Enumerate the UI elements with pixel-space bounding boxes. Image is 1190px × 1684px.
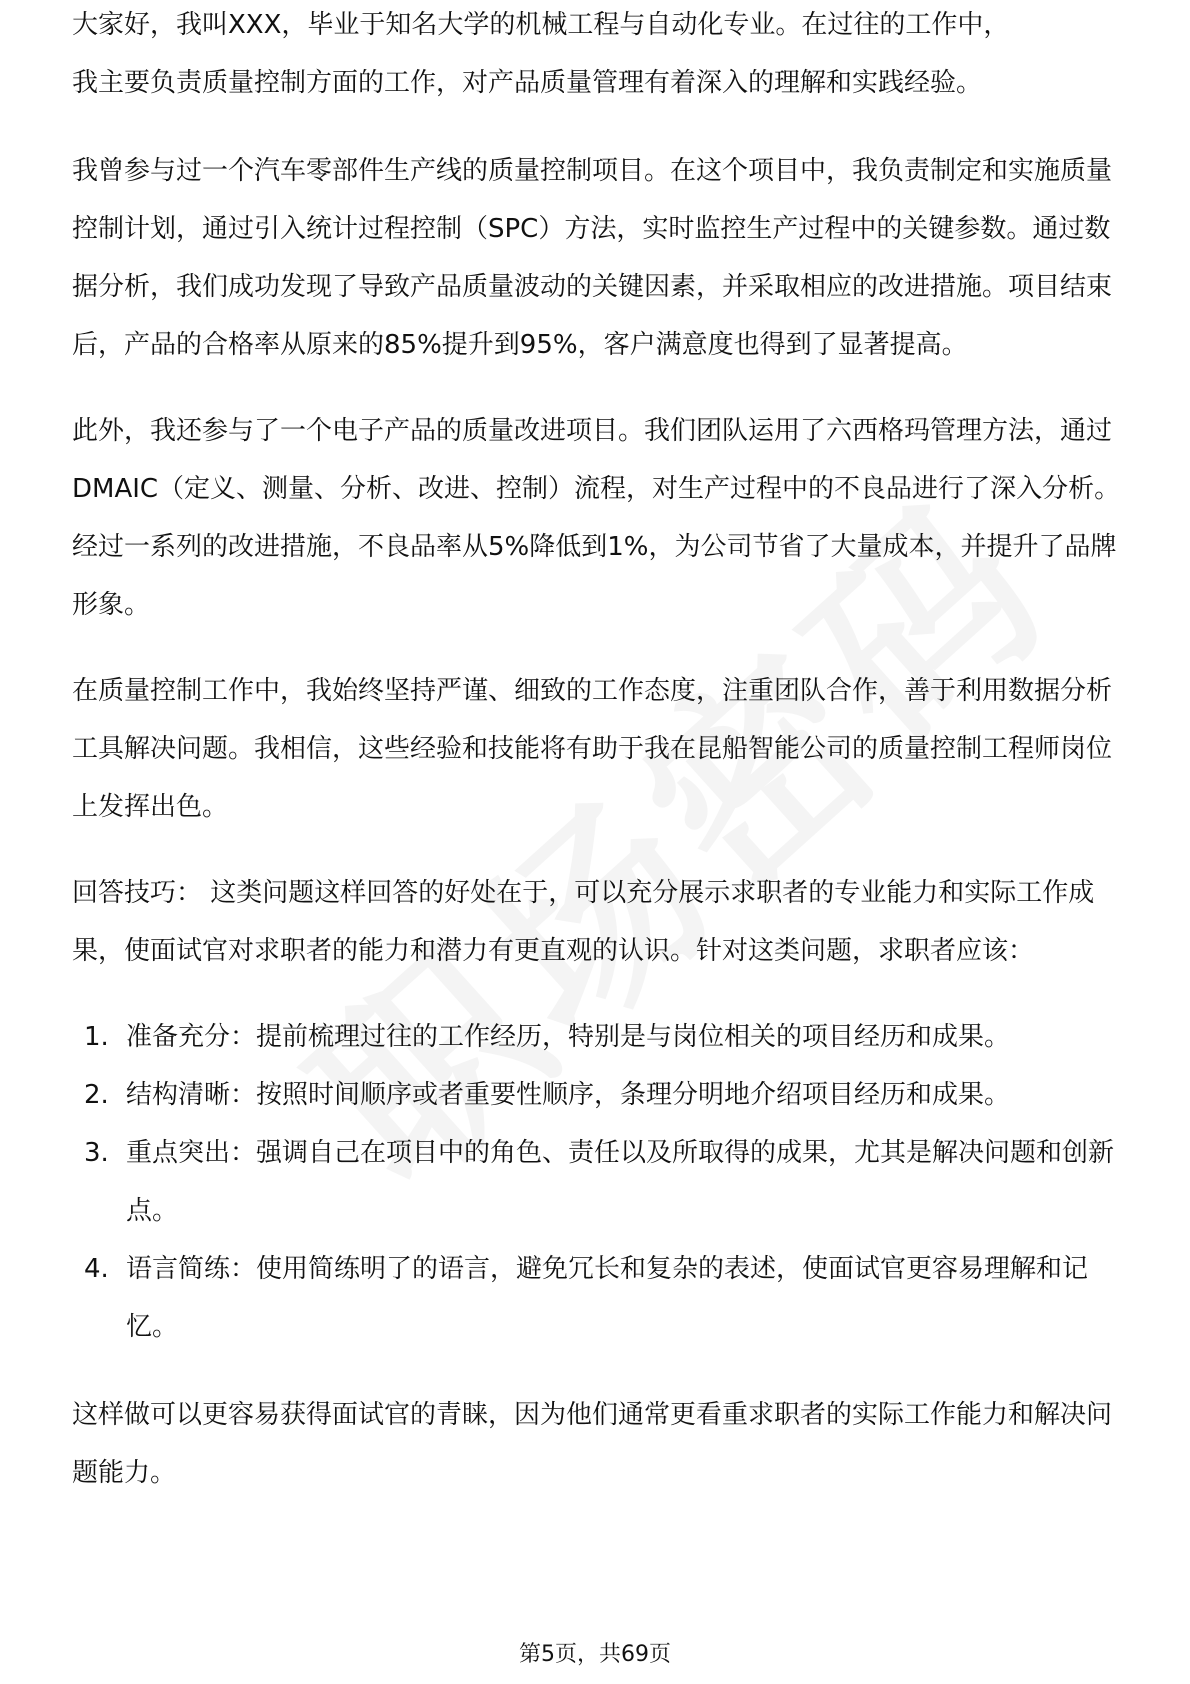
list-item [72,1240,1122,1356]
list-text: 结构清晰：按照时间顺序或者重要性顺序，条理分明地介绍项目经历和成果。 [126,1080,1011,1110]
page-number-footer: 第5页，共69页 [519,1642,671,1667]
list-number: 2. [84,1080,109,1110]
tips-list [72,1008,1122,1356]
list-item [72,1008,1122,1066]
paragraph-attitude: 在质量控制工作中，我始终坚持严谨、细致的工作态度，注重团队合作，善于利用数据分析工具解决问题。我相信，这些经验和技能将有助于我在昆船智能公司的质量控制工程师岗位上发挥出色。 [72,676,1113,822]
paragraph-intro: 我主要负责质量控制方面的工作，对产品质量管理有着深入的理解和实践经验。 [72,68,983,98]
paragraph-project-electronics: 此外，我还参与了一个电子产品的质量改进项目。我们团队运用了六西格玛管理方法，通过 DMAIC（定义、测量、分析、改进、控制）流程，对生产过程中的不良品进行了深入分析。经过一系列的改进措施，不良品率从5%降低到1%，为公司节省了大量成本，并提升了品牌形象。 [72,416,1121,620]
paragraph-project-automotive: 我曾参与过一个汽车零部件生产线的质量控制项目。在这个项目中，我负责制定和实施质量控制计划，通过引入统计过程控制（SPC）方法，实时监控生产过程中的关键参数。通过数据分析，我们成功发现了导致产品质量波动的关键因素，并采取相应的改进措施。项目结束后，产品的合格率从原来的85%提升到95%，客户满意度也得到了显著提高。 [72,156,1113,360]
list-number: 4. [84,1254,109,1284]
list-text: 准备充分：提前梳理过往的工作经历，特别是与岗位相关的项目经历和成果。 [126,1022,1011,1052]
list-text: 重点突出：强调自己在项目中的角色、责任以及所取得的成果，尤其是解决问题和创新点。 [126,1138,1115,1226]
list-text: 语言简练：使用简练明了的语言，避免冗长和复杂的表述，使面试官更容易理解和记忆。 [126,1254,1089,1342]
list-item [72,1124,1122,1240]
paragraph-closing: 这样做可以更容易获得面试官的青睐，因为他们通常更看重求职者的实际工作能力和解决问题能力。 [72,1400,1113,1488]
list-number: 1. [84,1022,109,1052]
list-item [72,1066,1122,1124]
page-content [72,10,1122,1530]
list-number: 3. [84,1138,109,1168]
paragraph-tips-intro: 回答技巧： 这类问题这样回答的好处在于，可以充分展示求职者的专业能力和实际工作成果，使面试官对求职者的能力和潜力有更直观的认识。针对这类问题，求职者应该： [72,878,1095,966]
cut-off-line: 大家好，我叫XXX，毕业于知名大学的机械工程与自动化专业。在过往的工作中， [72,10,1010,40]
